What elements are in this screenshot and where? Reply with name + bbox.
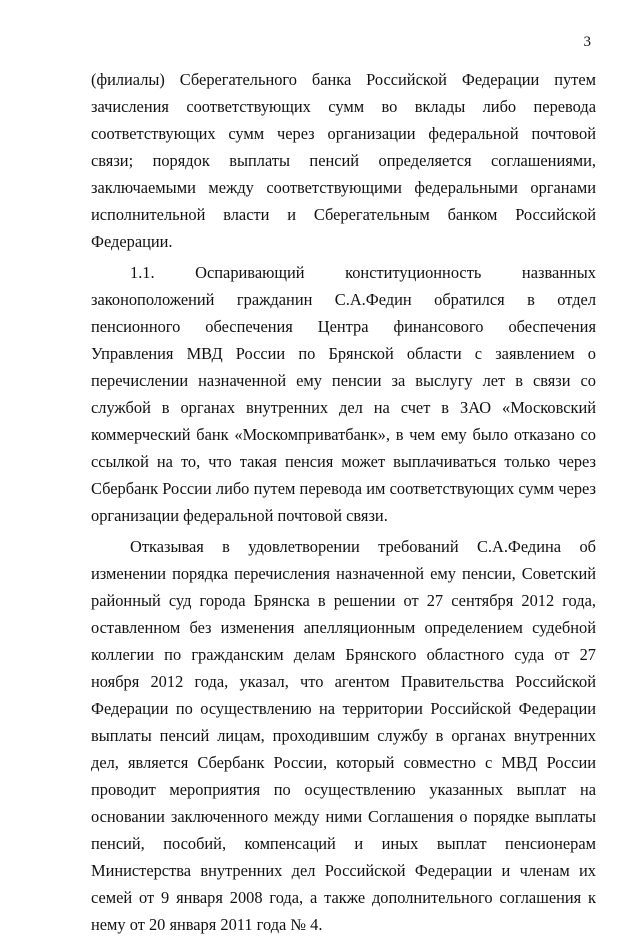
paragraph-section-1-1: 1.1. Оспаривающий конституционность названных законоположений гражданин С.А.Федин обратился в отдел пенсионного обеспечения Центра финансового обеспечения Управления МВД России по Брянской области с заявлением о перечислении назначенной ему пенсии за выслугу лет в связи со службой в органах внутренних дел на счет в ЗАО «Московский коммерческий банк «Москомприватбанк», в чем ему было отказано со ссылкой на то, что такая пенсия может выплачиваться только через Сбербанк России либо путем перевода им соответствующих сумм через организации федеральной почтовой связи. xyxy=(91,263,596,525)
paragraph-continuation: (филиалы) Сберегательного банка Российской Федерации путем зачисления соответствующих сумм во вклады либо перевода соответствующих сумм через организации федеральной почтовой связи; порядок выплаты пенсий определяется соглашениями, заключаемыми между соответствующими федеральными органами исполнительной власти и Сберегательным банком Российской Федерации. xyxy=(91,70,596,251)
paragraph-court-decision: Отказывая в удовлетворении требований С.А.Федина об изменении порядка перечисления назначенной ему пенсии, Советский районный суд города Брянска в решении от 27 сентября 2012 года, оставленном без изменения апелляционным определением судебной коллегии по гражданским делам Брянского областного суда от 27 ноября 2012 года, указал, что агентом Правительства Российской Федерации по осуществлению на территории Российской Федерации выплаты пенсий лицам, проходившим службу в органах внутренних дел, является Сбербанк России, который совместно с МВД России проводит мероприятия по осуществлению указанных выплат на основании заключенного между ними Соглашения о порядке выплаты пенсий, пособий, компенсаций и иных выплат пенсионерам Министерства внутренних дел Российской Федерации и членам их семей от 9 января 2008 года, а также дополнительного соглашения к нему от 20 января 2011 года № 4. xyxy=(91,537,596,934)
page-number: 3 xyxy=(583,34,591,50)
document-body xyxy=(91,66,596,938)
